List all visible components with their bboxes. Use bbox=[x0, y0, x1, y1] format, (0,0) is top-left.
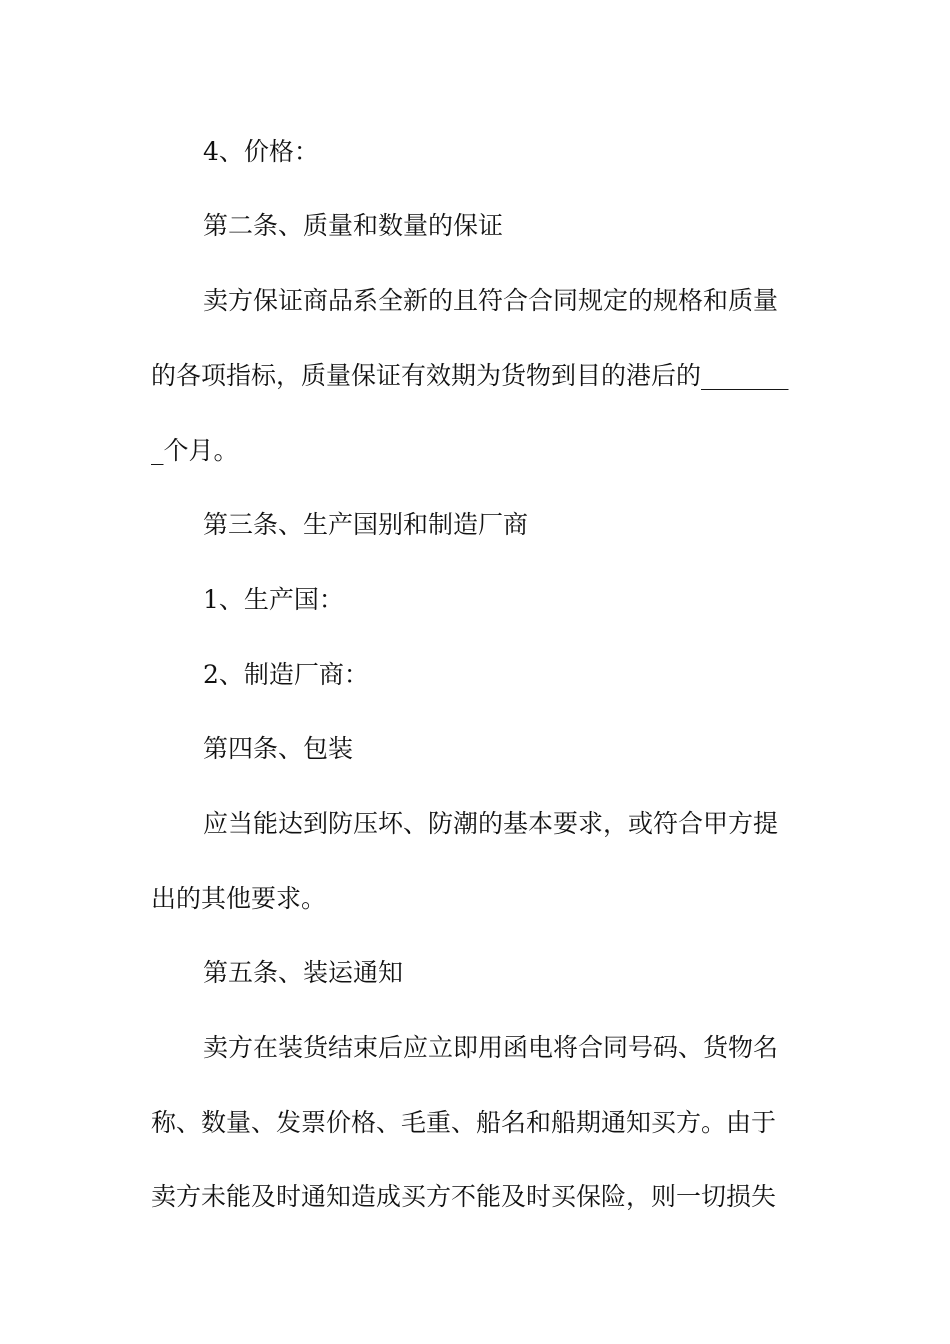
heading-article-4: 第四条、包装 bbox=[203, 734, 354, 763]
item-price: 4、价格： bbox=[203, 137, 319, 166]
paragraph-line: 应当能达到防压坏、防潮的基本要求，或符合甲方提 bbox=[203, 809, 779, 838]
paragraph-line: 卖方保证商品系全新的且符合合同规定的规格和质量 bbox=[203, 286, 779, 315]
heading-article-5: 第五条、装运通知 bbox=[203, 958, 404, 987]
paragraph-line: _个月。 bbox=[151, 436, 239, 465]
paragraph-line: 称、数量、发票价格、毛重、船名和船期通知买方。由于 bbox=[151, 1108, 777, 1137]
heading-article-2: 第二条、质量和数量的保证 bbox=[203, 211, 504, 240]
paragraph-line: 的各项指标，质量保证有效期为货物到目的港后的_______ bbox=[151, 361, 789, 390]
paragraph-line: 出的其他要求。 bbox=[151, 884, 327, 913]
item-manufacturer: 2、制造厂商： bbox=[203, 660, 369, 689]
paragraph-line: 卖方未能及时通知造成买方不能及时买保险，则一切损失 bbox=[151, 1182, 777, 1211]
paragraph-line: 卖方在装货结束后应立即用函电将合同号码、货物名 bbox=[203, 1033, 779, 1062]
item-country: 1、生产国： bbox=[203, 585, 344, 614]
heading-article-3: 第三条、生产国别和制造厂商 bbox=[203, 510, 529, 539]
